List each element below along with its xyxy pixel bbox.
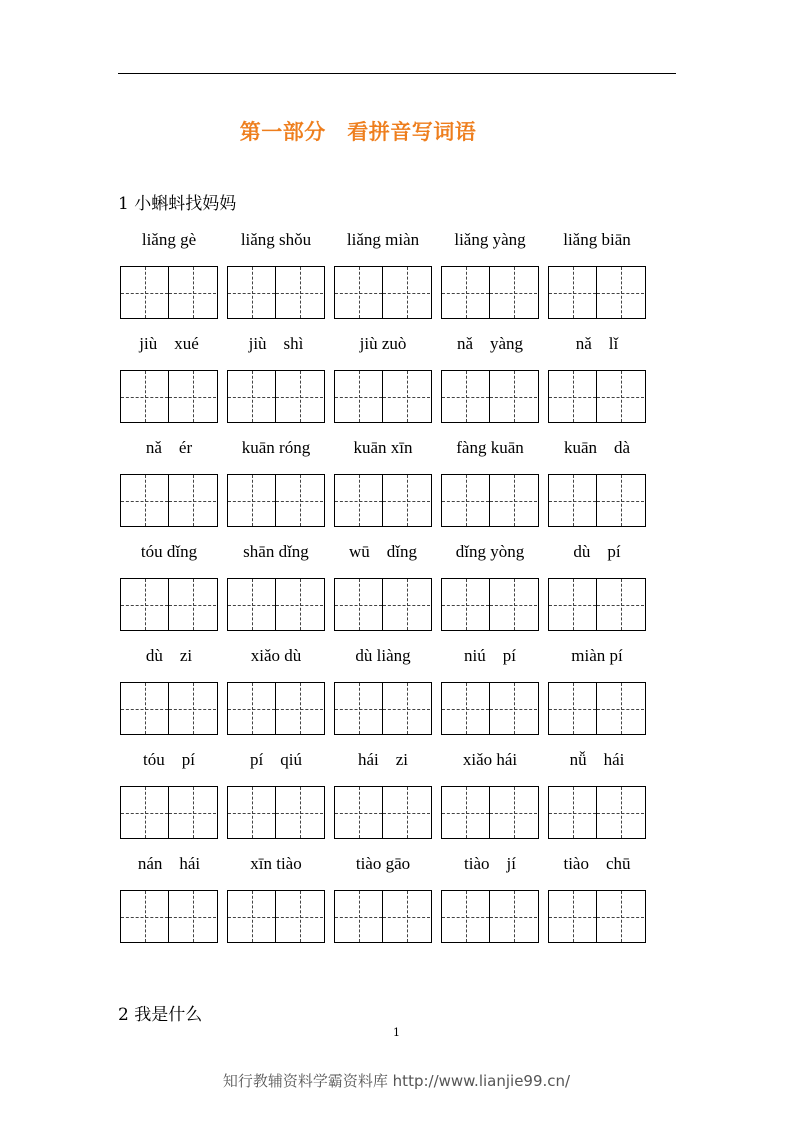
pinyin-label: xīn tiào	[250, 854, 302, 873]
pinyin-label: xiǎo dù	[250, 646, 302, 665]
pinyin-label: tiào jí	[464, 854, 516, 873]
tian-zi-ge-box[interactable]	[227, 370, 325, 423]
pinyin-label: kuān dà	[563, 438, 631, 457]
pinyin-label: liǎng shǒu	[240, 230, 312, 249]
word-item	[548, 540, 646, 644]
tian-zi-ge-box[interactable]	[441, 370, 539, 423]
word-item	[548, 228, 646, 332]
tian-zi-ge-box[interactable]	[227, 474, 325, 527]
pinyin-label: wū dǐng	[349, 542, 417, 561]
word-item	[334, 332, 432, 436]
tian-zi-ge-box[interactable]	[548, 474, 646, 527]
exercise-row	[120, 852, 650, 956]
word-item	[334, 228, 432, 332]
tian-zi-ge-box[interactable]	[334, 786, 432, 839]
tian-zi-ge-box[interactable]	[334, 890, 432, 943]
word-item	[120, 436, 218, 540]
exercise-row	[120, 228, 650, 332]
tian-zi-ge-box[interactable]	[441, 682, 539, 735]
word-item	[227, 852, 325, 956]
word-item	[227, 332, 325, 436]
tian-zi-ge-box[interactable]	[441, 786, 539, 839]
word-item	[227, 540, 325, 644]
pinyin-label: tiào chū	[563, 854, 631, 873]
word-item	[227, 228, 325, 332]
exercise-row	[120, 644, 650, 748]
tian-zi-ge-box[interactable]	[120, 266, 218, 319]
tian-zi-ge-box[interactable]	[441, 578, 539, 631]
word-item	[120, 644, 218, 748]
tian-zi-ge-box[interactable]	[120, 370, 218, 423]
tian-zi-ge-box[interactable]	[334, 370, 432, 423]
pinyin-label: kuān róng	[241, 438, 311, 457]
tian-zi-ge-box[interactable]	[227, 682, 325, 735]
word-item	[227, 436, 325, 540]
exercise-row	[120, 436, 650, 540]
tian-zi-ge-box[interactable]	[334, 578, 432, 631]
word-item	[441, 332, 539, 436]
tian-zi-ge-box[interactable]	[120, 474, 218, 527]
section-heading-2: 2 我是什么	[118, 1005, 203, 1025]
word-item	[227, 644, 325, 748]
pinyin-label: liǎng miàn	[346, 230, 420, 249]
pinyin-label: liǎng gè	[141, 230, 197, 249]
tian-zi-ge-box[interactable]	[120, 786, 218, 839]
page-number: 1	[393, 1026, 400, 1039]
pinyin-label: tóu dǐng	[140, 542, 198, 561]
section-heading-1: 1 小蝌蚪找妈妈	[118, 194, 237, 214]
word-item	[334, 644, 432, 748]
tian-zi-ge-box[interactable]	[548, 682, 646, 735]
pinyin-label: nǎ ér	[145, 438, 193, 457]
word-item	[548, 644, 646, 748]
exercise-row	[120, 748, 650, 852]
tian-zi-ge-box[interactable]	[441, 266, 539, 319]
tian-zi-ge-box[interactable]	[548, 266, 646, 319]
word-item	[120, 228, 218, 332]
pinyin-label: jiù xué	[139, 334, 199, 353]
word-item	[120, 332, 218, 436]
pinyin-label: pí qiú	[250, 750, 302, 769]
word-item	[548, 436, 646, 540]
tian-zi-ge-box[interactable]	[120, 890, 218, 943]
exercise-grid	[120, 228, 650, 956]
tian-zi-ge-box[interactable]	[548, 786, 646, 839]
tian-zi-ge-box[interactable]	[227, 578, 325, 631]
word-item	[120, 540, 218, 644]
pinyin-label: dù zi	[145, 646, 193, 665]
word-item	[548, 332, 646, 436]
word-item	[548, 748, 646, 852]
tian-zi-ge-box[interactable]	[227, 266, 325, 319]
pinyin-label: miàn pí	[571, 646, 623, 665]
tian-zi-ge-box[interactable]	[548, 578, 646, 631]
tian-zi-ge-box[interactable]	[227, 890, 325, 943]
pinyin-label: xiǎo hái	[462, 750, 518, 769]
pinyin-label: tiào gāo	[355, 854, 411, 873]
word-item	[548, 852, 646, 956]
tian-zi-ge-box[interactable]	[441, 890, 539, 943]
pinyin-label: nǚ hái	[569, 750, 625, 769]
pinyin-label: nǎ lǐ	[575, 334, 619, 353]
exercise-row	[120, 540, 650, 644]
tian-zi-ge-box[interactable]	[334, 682, 432, 735]
pinyin-label: shān dǐng	[243, 542, 309, 561]
pinyin-label: liǎng biān	[563, 230, 631, 249]
tian-zi-ge-box[interactable]	[227, 786, 325, 839]
pinyin-label: tóu pí	[143, 750, 195, 769]
word-item	[441, 644, 539, 748]
pinyin-label: nǎ yàng	[456, 334, 524, 353]
word-item	[227, 748, 325, 852]
word-item	[441, 540, 539, 644]
tian-zi-ge-box[interactable]	[334, 266, 432, 319]
word-item	[334, 540, 432, 644]
pinyin-label: kuān xīn	[353, 438, 413, 457]
pinyin-label: fàng kuān	[456, 438, 524, 457]
word-item	[441, 852, 539, 956]
word-item	[441, 748, 539, 852]
pinyin-label: jiù shì	[248, 334, 304, 353]
tian-zi-ge-box[interactable]	[548, 890, 646, 943]
word-item	[334, 436, 432, 540]
pinyin-label: dù liàng	[355, 646, 411, 665]
tian-zi-ge-box[interactable]	[548, 370, 646, 423]
pinyin-label: dù pí	[573, 542, 621, 561]
word-item	[441, 436, 539, 540]
exercise-row	[120, 332, 650, 436]
header-rule	[118, 73, 676, 74]
pinyin-label: hái zi	[357, 750, 409, 769]
tian-zi-ge-box[interactable]	[441, 474, 539, 527]
pinyin-label: nán hái	[137, 854, 201, 873]
footer-watermark: 知行教辅资料学霸资料库 http://www.lianjie99.cn/	[222, 1072, 571, 1090]
word-item	[120, 748, 218, 852]
pinyin-label: liǎng yàng	[454, 230, 526, 249]
word-item	[120, 852, 218, 956]
word-item	[441, 228, 539, 332]
tian-zi-ge-box[interactable]	[120, 682, 218, 735]
tian-zi-ge-box[interactable]	[334, 474, 432, 527]
word-item	[334, 852, 432, 956]
pinyin-label: dǐng yòng	[455, 542, 525, 561]
pinyin-label: niú pí	[464, 646, 516, 665]
page-title: 第一部分 看拼音写词语	[239, 120, 477, 144]
tian-zi-ge-box[interactable]	[120, 578, 218, 631]
pinyin-label: jiù zuò	[359, 334, 407, 353]
word-item	[334, 748, 432, 852]
